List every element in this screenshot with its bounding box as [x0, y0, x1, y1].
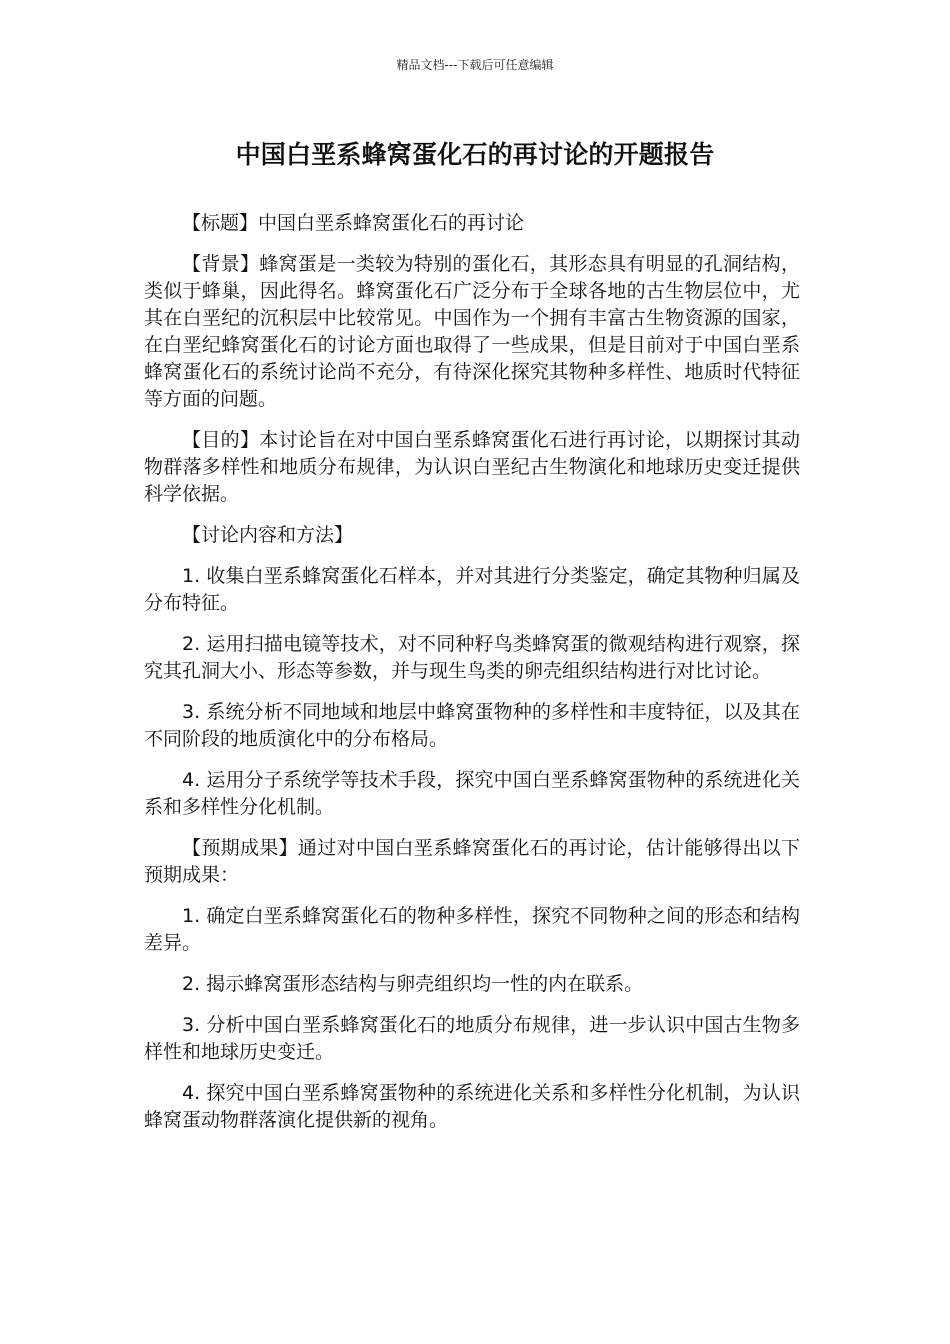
method-item-1: 1. 收集白垩系蜂窝蛋化石样本，并对其进行分类鉴定，确定其物种归属及分布特征。 [144, 565, 800, 614]
section-heading-content-methods: 【讨论内容和方法】 [182, 524, 354, 546]
paragraph-background: 【背景】蜂窝蛋是一类较为特别的蛋化石，其形态具有明显的孔洞结构，类似于蜂巢，因此得名。蜂窝蛋化石广泛分布于全球各地的古生物层位中，尤其在白垩纪的沉积层中比较常见。中国作为一个拥有丰富古生物资源的国家，在白垩纪蜂窝蛋化石的讨论方面也取得了一些成果，但是目前对于中国白垩系蜂窝蛋化石的系统讨论尚不充分，有待深化探究其物种多样性、地质时代特征等方面的问题。 [144, 253, 800, 410]
page-header: 精品文档---下载后可任意编辑 [396, 58, 554, 72]
document-title: 中国白垩系蜂窝蛋化石的再讨论的开题报告 [235, 140, 715, 169]
document-body [144, 210, 800, 1148]
result-item-1: 1. 确定白垩系蜂窝蛋化石的物种多样性，探究不同物种之间的形态和结构差异。 [144, 905, 800, 954]
result-item-2: 2. 揭示蜂窝蛋形态结构与卵壳组织均一性的内在联系。 [182, 973, 644, 995]
method-item-2: 2. 运用扫描电镜等技术，对不同种籽鸟类蜂窝蛋的微观结构进行观察，探究其孔洞大小、形态等参数，并与现生鸟类的卵壳组织结构进行对比讨论。 [144, 633, 800, 682]
method-item-4: 4. 运用分子系统学等技术手段，探究中国白垩系蜂窝蛋物种的系统进化关系和多样性分化机制。 [144, 769, 800, 818]
paragraph-title-field: 【标题】中国白垩系蜂窝蛋化石的再讨论 [182, 212, 525, 234]
paragraph-purpose: 【目的】本讨论旨在对中国白垩系蜂窝蛋化石进行再讨论，以期探讨其动物群落多样性和地质分布规律，为认识白垩纪古生物演化和地球历史变迁提供科学依据。 [144, 429, 800, 505]
result-item-3: 3. 分析中国白垩系蜂窝蛋化石的地质分布规律，进一步认识中国古生物多样性和地球历史变迁。 [144, 1014, 800, 1063]
method-item-3: 3. 系统分析不同地域和地层中蜂窝蛋物种的多样性和丰度特征，以及其在不同阶段的地质演化中的分布格局。 [144, 701, 800, 750]
paragraph-expected-results: 【预期成果】通过对中国白垩系蜂窝蛋化石的再讨论，估计能够得出以下预期成果： [144, 837, 800, 886]
result-item-4: 4. 探究中国白垩系蜂窝蛋物种的系统进化关系和多样性分化机制，为认识蜂窝蛋动物群落演化提供新的视角。 [144, 1082, 800, 1131]
